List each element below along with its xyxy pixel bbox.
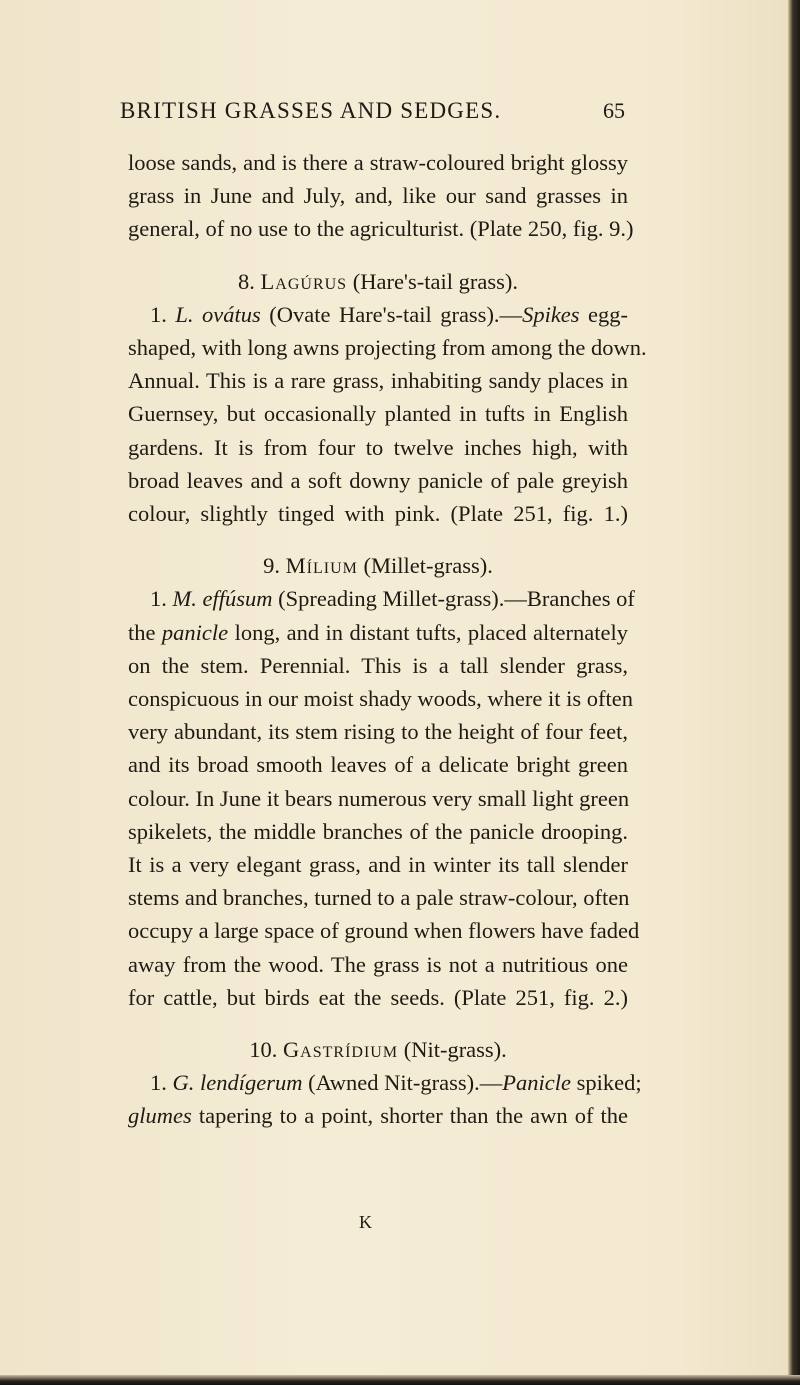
species-line: colour, slightly tinged with pink. (Plate 251, fig. 1.): [128, 501, 628, 527]
species-latin-name: M. effúsum: [172, 586, 273, 612]
text-run: tapering to a point, shorter than the awn of the: [198, 1103, 628, 1129]
genus-common-name: (Hare's-tail grass).: [352, 268, 518, 294]
species-line: for cattle, but birds eat the seeds. (Plate 251, fig. 2.): [128, 984, 628, 1010]
species-line: colour. In June it bears numerous very small light green: [128, 785, 630, 811]
species-line: spikelets, the middle branches of the panicle drooping.: [128, 818, 628, 844]
genus-common-name: (Nit-grass).: [403, 1037, 507, 1063]
species-line: conspicuous in our moist shady woods, where it is often: [128, 686, 633, 712]
page-number: 65: [603, 98, 625, 123]
genus-common-name: (Millet-grass).: [363, 553, 493, 579]
species-line: and its broad smooth leaves of a delicate bright green: [128, 752, 628, 778]
species-line: very abundant, its stem rising to the height of four feet,: [128, 719, 628, 745]
genus-name: Mílium: [285, 553, 358, 579]
term-italic: panicle: [161, 619, 229, 645]
species-line: Annual. This is a rare grass, inhabiting sandy places in: [128, 368, 628, 394]
species-line: on the stem. Perennial. This is a tall slender grass,: [128, 652, 628, 678]
species-line: broad leaves and a soft downy panicle of pale greyish: [128, 467, 628, 493]
species-line: occupy a large space of ground when flowers have faded: [128, 918, 640, 944]
genus-number: 8.: [238, 268, 255, 294]
text-run: spiked;: [576, 1070, 642, 1096]
species-line: stems and branches, turned to a pale straw-colour, often: [128, 885, 630, 911]
text-run: egg-: [588, 301, 629, 327]
species-line: [128, 1099, 628, 1132]
species-common-name: (Ovate Hare's-tail grass).—: [269, 301, 523, 327]
species-line-1: [128, 582, 635, 615]
genus-heading-lagurus: [128, 265, 628, 298]
species-number: 1.: [150, 301, 167, 327]
species-line: gardens. It is from four to twelve inches high, with: [128, 434, 628, 460]
species-line: away from the wood. The grass is not a nutritious one: [128, 951, 628, 977]
text-run: long, and in distant tufts, placed alternately: [234, 619, 628, 645]
species-line-1: [128, 298, 628, 331]
species-line: It is a very elegant grass, and in winter its tall slender: [128, 852, 628, 878]
species-line: shaped, with long awns projecting from among the down.: [128, 335, 647, 361]
genus-name: Gastrídium: [282, 1037, 399, 1063]
species-common-name: (Spreading Millet-grass).—Branches of: [278, 586, 635, 612]
species-number: 1.: [150, 1070, 167, 1096]
term-italic: glumes: [128, 1103, 192, 1129]
para1-line-2: grass in June and July, and, like our sand grasses in: [128, 183, 628, 209]
page-edge-bottom: [0, 1375, 800, 1385]
signature-mark: K: [359, 1212, 372, 1232]
genus-heading-milium: [128, 549, 628, 582]
genus-number: 9.: [263, 553, 281, 579]
genus-heading-gastridium: [128, 1033, 628, 1066]
running-head: BRITISH GRASSES AND SEDGES.: [120, 98, 502, 123]
species-line: [128, 616, 628, 649]
species-latin-name: G. lendígerum: [172, 1070, 303, 1096]
genus-number: 10.: [249, 1037, 278, 1063]
genus-name: Lagúrus: [260, 268, 348, 294]
page-edge-right: [788, 0, 800, 1385]
species-line: Guernsey, but occasionally planted in tufts in English: [128, 401, 628, 427]
term-italic: Panicle: [502, 1070, 571, 1096]
species-line-1: [128, 1066, 642, 1099]
para1-line-3: general, of no use to the agriculturist. (Plate 250, fig. 9.): [128, 216, 634, 242]
species-common-name: (Awned Nit-grass).—: [308, 1070, 503, 1096]
para1-line-1: loose sands, and is there a straw-coloured bright glossy: [128, 150, 628, 175]
body-text: [128, 146, 647, 1133]
text-run: the: [128, 619, 156, 645]
term-italic: Spikes: [522, 301, 580, 327]
species-latin-name: L. ovátus: [175, 301, 261, 327]
species-number: 1.: [150, 586, 167, 612]
